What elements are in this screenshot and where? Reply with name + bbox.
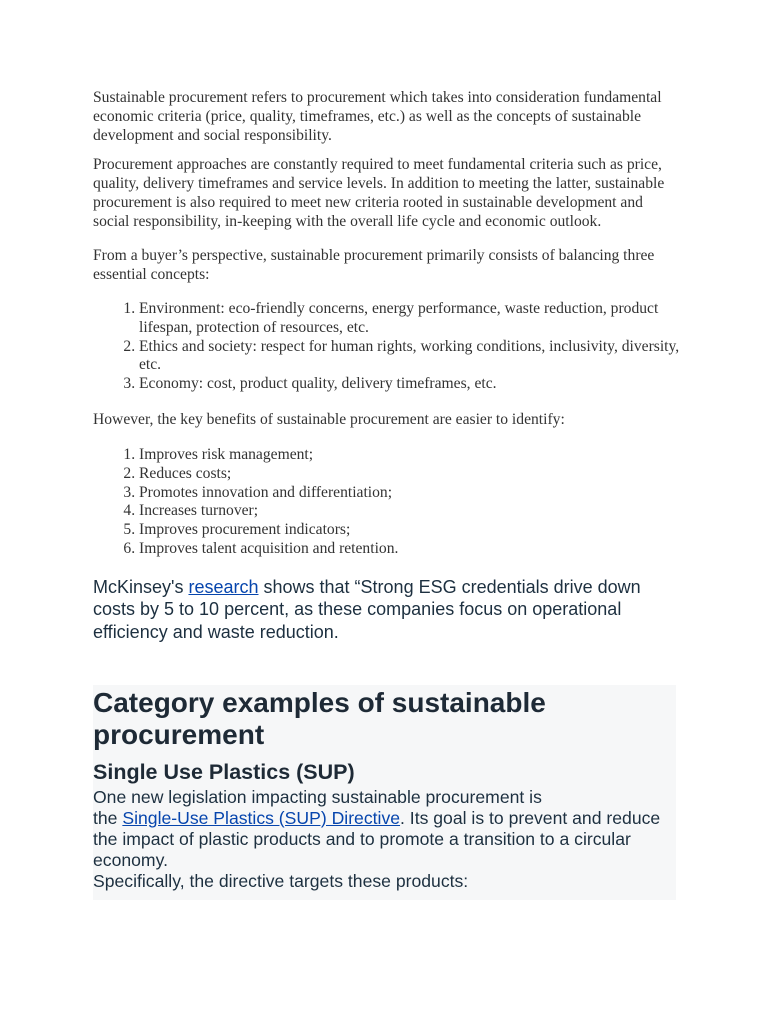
concepts-list (93, 300, 683, 394)
section-heading: Category examples of sustainable procurement (93, 687, 546, 750)
quote-text-before: McKinsey's (93, 576, 189, 597)
mckinsey-quote (93, 576, 683, 644)
list-item: 3. Promotes innovation and differentiation; (139, 484, 683, 503)
sup-text-before: the (93, 808, 123, 828)
intro-paragraph-3: From a buyer’s perspective, sustainable procurement primarily consists of balancing three essential concepts: (93, 247, 655, 283)
sup-directive-link[interactable]: Single-Use Plastics (SUP) Directive (122, 808, 401, 828)
intro-paragraph-2: Procurement approaches are constantly required to meet fundamental criteria such as price, quality, delivery timeframes and service levels. In addition to meeting the latter, sustainable procurement is also required to meet new criteria rooted in sustainable development and social responsibility, in-keeping with the overall life cycle and economic outlook. (93, 156, 665, 230)
list-item: 2. Reduces costs; (139, 465, 683, 484)
sup-section (93, 686, 676, 892)
intro-paragraph-1: Sustainable procurement refers to procurement which takes into consideration fundamental economic criteria (price, quality, timeframes, etc.) as well as the concepts of sustainable development and social responsibility. (93, 89, 662, 144)
sup-line-1: One new legislation impacting sustainable procurement is (93, 787, 542, 807)
research-link[interactable]: research (188, 576, 259, 597)
quote-text-after: shows that “Strong ESG credentials drive down costs by 5 to 10 percent, as these companies focus on operational efficiency and waste reduction. (93, 576, 641, 642)
list-item: 6. Improves talent acquisition and retention. (139, 540, 683, 559)
document-page (93, 88, 683, 659)
list-item: 1. Improves risk management; (139, 446, 683, 465)
benefits-intro: However, the key benefits of sustainable procurement are easier to identify: (93, 410, 565, 428)
sup-line-3: Specifically, the directive targets these products: (93, 871, 469, 891)
benefits-list (93, 446, 683, 559)
section-subheading: Single Use Plastics (SUP) (93, 760, 355, 784)
list-item: 4. Increases turnover; (139, 502, 683, 521)
sup-line-2 (93, 808, 676, 871)
list-item: 5. Improves procurement indicators; (139, 521, 683, 540)
list-item: 2. Ethics and society: respect for human rights, working conditions, inclusivity, diversity, etc. (139, 338, 683, 376)
sup-text-after: . Its goal is to prevent and reduce the impact of plastic products and to promote a transition to a circular economy. (93, 808, 661, 870)
list-item: 3. Economy: cost, product quality, delivery timeframes, etc. (139, 375, 683, 394)
list-item: 1. Environment: eco-friendly concerns, energy performance, waste reduction, product lifespan, protection of resources, etc. (139, 300, 683, 338)
